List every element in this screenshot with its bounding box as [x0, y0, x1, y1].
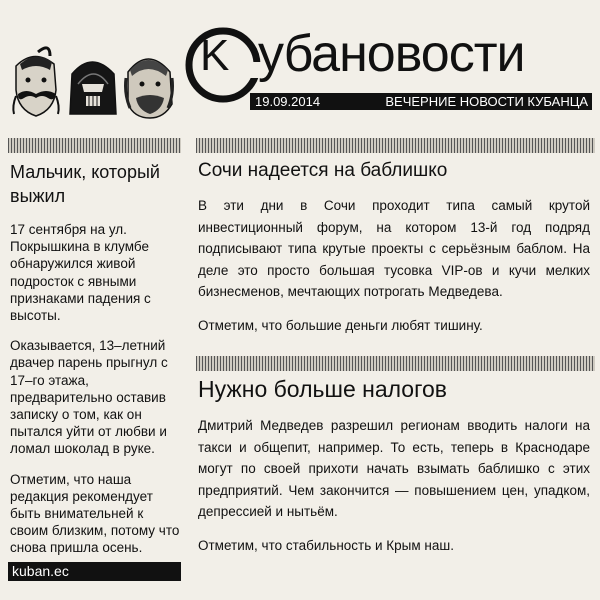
bearded-head-icon	[126, 59, 173, 118]
article-paragraph: Дмитрий Медведев разрешил регионам вводить налоги на такси и общепит, например. То есть, теперь в Краснодаре могут по своей прихоти начать взымать баблишко с этих предприятий. Чем закончится — повышением цен, упадком, депрессией и нытьём.	[198, 418, 590, 519]
logo-wordmark	[200, 24, 525, 84]
sidebar-headline: Мальчик, который выжил	[10, 162, 160, 206]
article-headline: Сочи надеется на баблишко	[198, 160, 448, 181]
source-link[interactable]: kuban.ec	[12, 563, 69, 579]
logo-letter: K	[200, 31, 229, 80]
sidebar-paragraph: 17 сентября на ул. Покрышкина в клумбе обнаружился живой подросток с явными признаками падения с высоты.	[10, 222, 151, 324]
issue-date: 19.09.2014	[255, 94, 321, 109]
cossack-head-icon	[13, 48, 58, 116]
main-column	[196, 138, 595, 553]
article-paragraph: Отметим, что большие деньги любят тишину.	[198, 317, 483, 333]
article-paragraph: Отметим, что стабильность и Крым наш.	[198, 537, 454, 553]
logo-name-text: убановости	[258, 25, 525, 83]
article-divider	[196, 356, 595, 371]
sidebar-column	[8, 138, 181, 590]
sidebar-paragraph: Отметим, что наша редакция рекомендует быть внимательней к своим близким, потому что снова пришла осень.	[10, 471, 180, 556]
dark-mask-head-icon	[70, 62, 116, 114]
source-bar	[8, 562, 181, 581]
date-bar	[250, 93, 592, 110]
tagline: ВЕЧЕРНИЕ НОВОСТИ КУБАНЦА	[385, 94, 588, 109]
three-heads-illustration	[10, 44, 185, 122]
sidebar-divider	[8, 138, 181, 153]
masthead	[0, 0, 600, 125]
article-block	[196, 356, 595, 556]
article-headline: Нужно больше налогов	[198, 376, 447, 402]
article-divider	[196, 138, 595, 153]
article-paragraph: В эти дни в Сочи проходит типа самый крутой инвестиционный форум, на котором 13-й год подряд подписывают типа крутые проекты с серьёзным баблом. На деле это просто большая тусовка VIP-ов и кучи мелких бизнесменов, мечтающих потрогать Медведева.	[198, 198, 590, 299]
sidebar-paragraph: Оказывается, 13–летний двачер парень прыгнул с 17–го этажа, предварительно оставив записку о том, как он пытался уйти от любви и ломал шоколад в руке.	[10, 338, 168, 457]
